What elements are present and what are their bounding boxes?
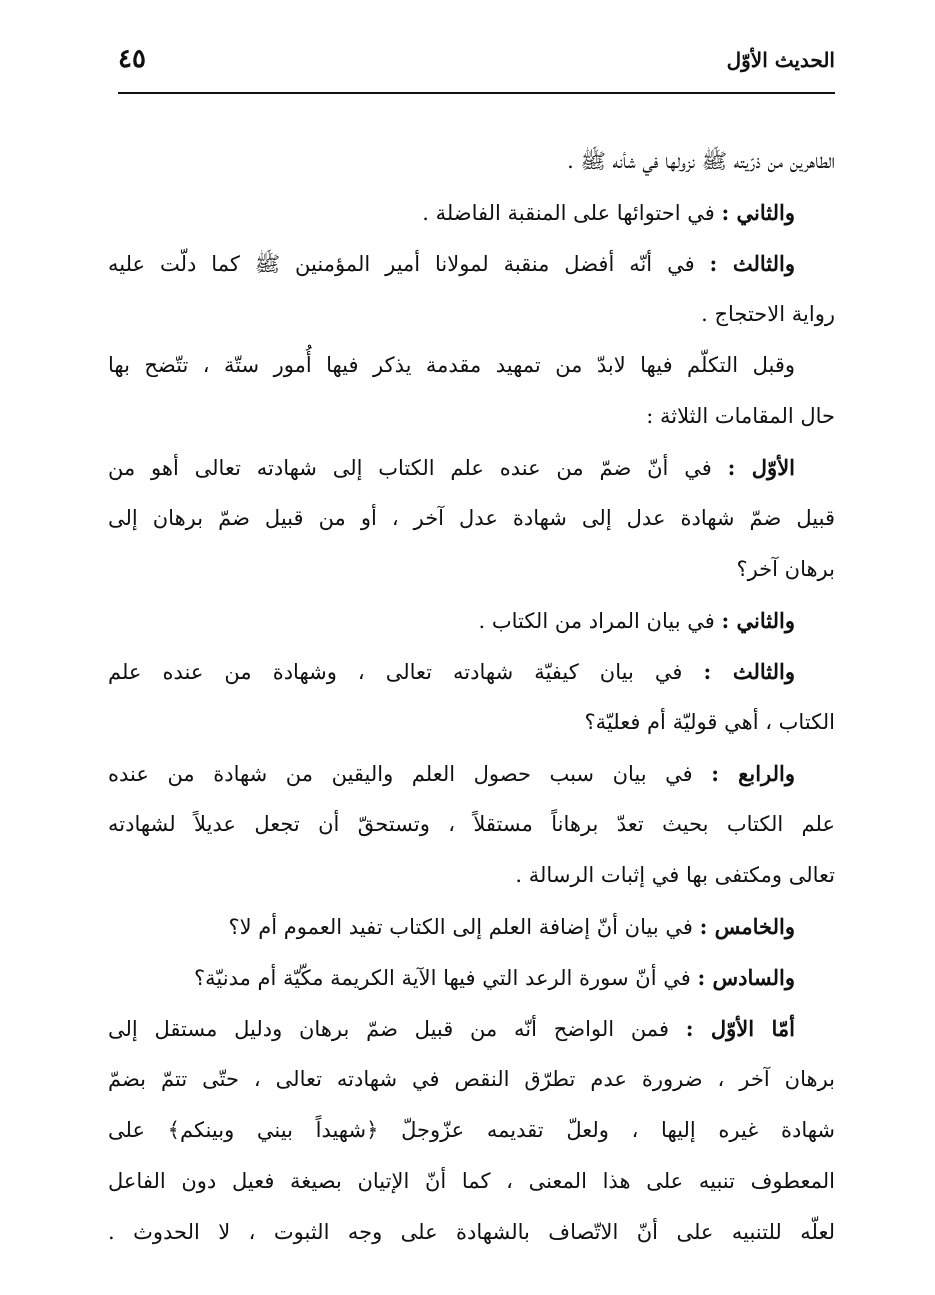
line-text: تعالى ومكتفى بها في إثبات الرسالة . [515,863,835,887]
line-text: في بيان أنّ إضافة العلم إلى الكتاب تفيد العموم أم لا؟ [228,915,700,939]
text-line [108,289,835,340]
text-line [108,238,835,289]
text-line [108,748,835,799]
line-text: في بيان كيفيّة شهادته تعالى ، وشهادة من عنده علم [108,660,704,684]
section-lead: الأوّل : [727,455,796,480]
line-text: حال المقامات الثلاثة : [646,404,835,428]
line-text: علم الكتاب بحيث تعدّ برهاناً مستقلاً ، وتستحقّ أن تجعل عديلاً لشهادته [108,812,835,836]
page-body [108,136,835,1258]
text-line [108,901,835,952]
text-line [108,646,835,697]
page-header [118,40,835,90]
text-line [108,340,835,391]
page-number: ٤٥ [118,44,146,74]
line-text: في احتوائها على المنقبة الفاضلة . [422,201,722,225]
line-text: المعطوف تنبيه على هذا المعنى ، كما أنّ الإتيان بصيغة فعيل دون الفاعل [108,1169,835,1193]
line-text: في بيان سبب حصول العلم واليقين من شهادة من عنده [108,762,712,786]
text-line [108,1054,835,1105]
text-line [108,952,835,1003]
line-text: شهادة غيره إليها ، ولعلّ تقديمه عزّوجلّ ﴿شهيداً بيني وبينكم﴾ على [108,1118,835,1142]
section-lead: والثالث : [709,251,795,276]
section-lead: والثاني : [721,200,795,225]
line-text: الطاهرين من ذرّيته ﷺ نزولها في شأنه ﷺ . [567,149,835,173]
text-line [108,799,835,850]
section-lead: أمّا الأوّل : [685,1016,795,1041]
line-text: في أنّ ضمّ من عنده علم الكتاب إلى شهادته تعالى أهو من [108,456,728,480]
line-text: في أنّ سورة الرعد التي فيها الآية الكريمة مكّيّة أم مدنيّة؟ [194,966,698,990]
running-title: الحديث الأوّل [726,48,835,72]
line-text: الكتاب ، أهي قوليّة أم فعليّة؟ [584,710,835,734]
text-line [108,391,835,442]
text-line [108,1156,835,1207]
section-lead: والرابع : [711,761,795,786]
text-line [108,1105,835,1156]
line-text: برهان آخر ، ضرورة عدم تطرّق النقص في شهادته تعالى ، حتّى تتمّ بضمّ [108,1067,835,1091]
text-line [108,136,835,187]
line-text: وقبل التكلّم فيها لابدّ من تمهيد مقدمة يذكر فيها أُمور ستّة ، تتّضح بها [108,353,795,377]
text-line [108,595,835,646]
section-lead: والثالث : [703,659,795,684]
text-line [108,697,835,748]
line-text: في أنّه أفضل منقبة لمولانا أمير المؤمنين ﷺ كما دلّت عليه [108,252,710,276]
text-line [108,1003,835,1054]
text-line [108,544,835,595]
line-text: رواية الاحتجاج . [701,302,835,326]
line-text: لعلّه للتنبيه على أنّ الاتّصاف بالشهادة على وجه الثبوت ، لا الحدوث . [108,1220,835,1244]
line-text: قبيل ضمّ شهادة عدل إلى شهادة عدل آخر ، أو من قبيل ضمّ برهان إلى [108,506,835,530]
section-lead: والثاني : [721,608,795,633]
line-text: في بيان المراد من الكتاب . [478,609,722,633]
section-lead: والخامس : [699,914,795,939]
text-line [108,187,835,238]
section-lead: والسادس : [697,965,795,990]
text-line [108,493,835,544]
line-text: فمن الواضح أنّه من قبيل ضمّ برهان ودليل مستقل إلى [108,1017,686,1041]
line-text: برهان آخر؟ [736,557,835,581]
header-rule [118,92,835,94]
text-line [108,442,835,493]
text-line [108,850,835,901]
text-line [108,1207,835,1258]
